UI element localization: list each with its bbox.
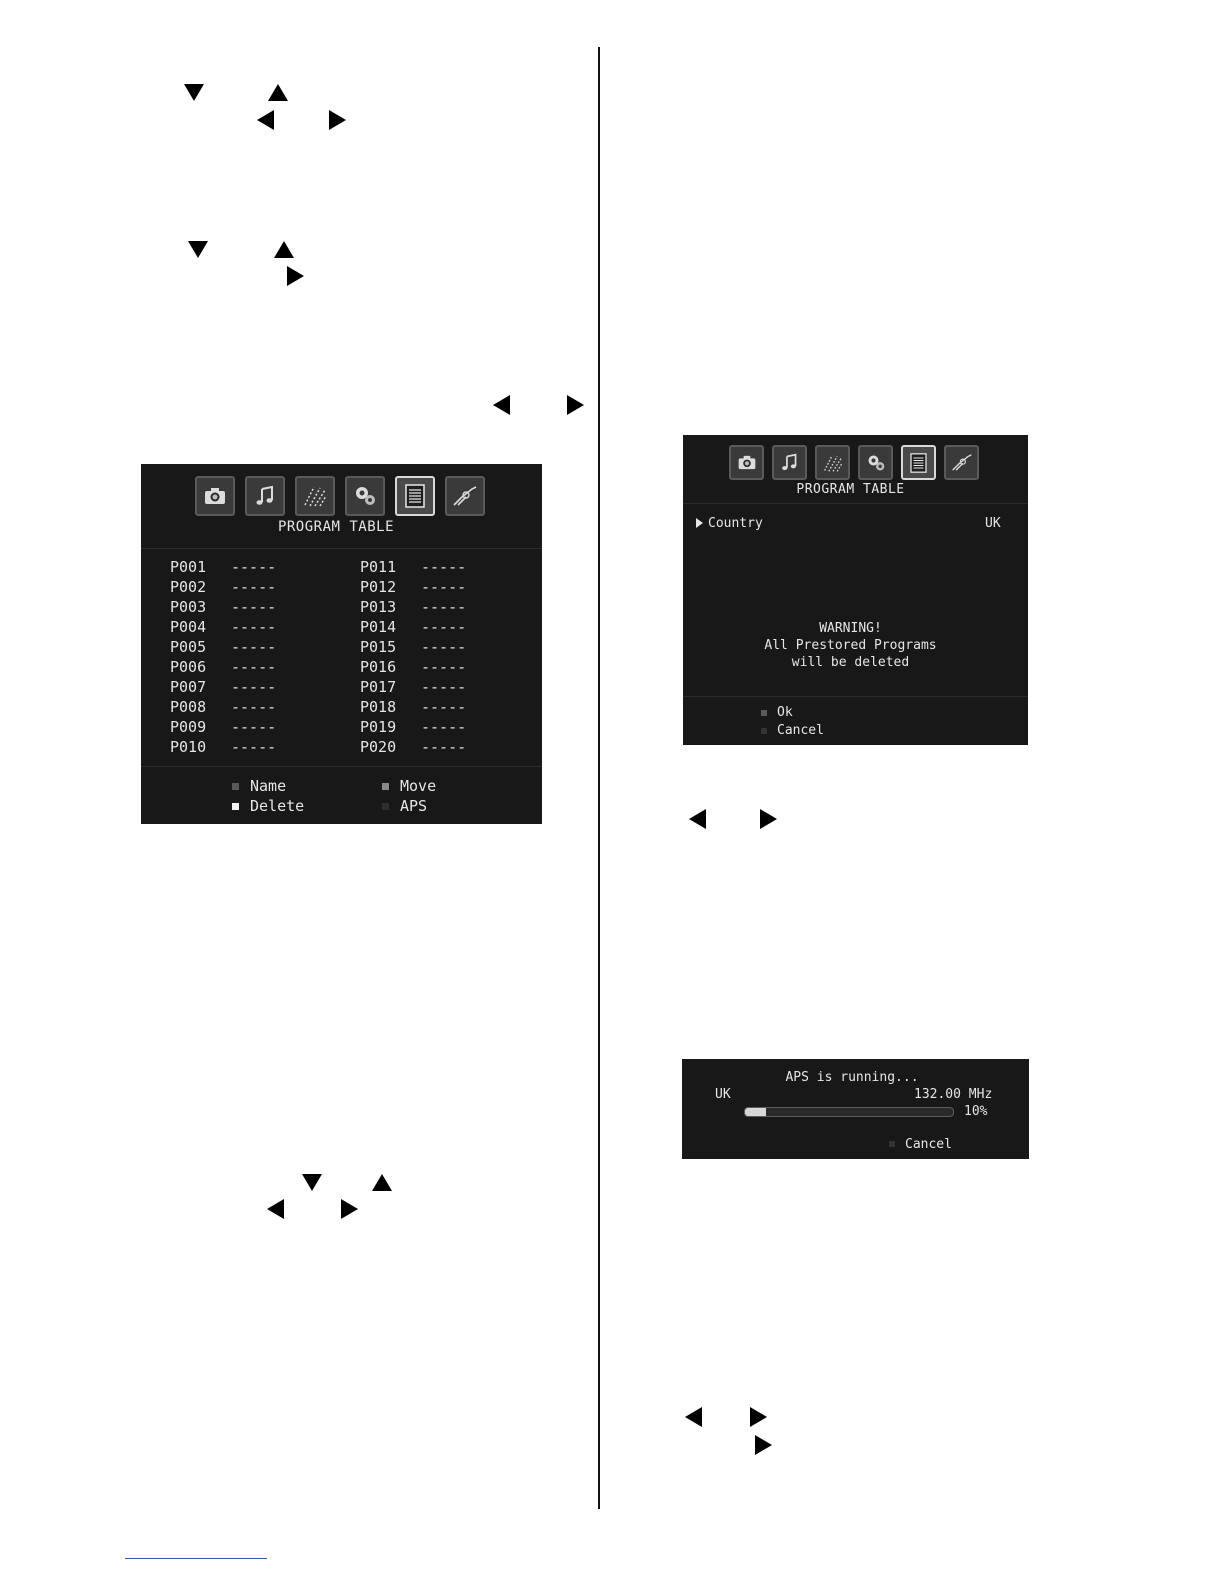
- divider: [683, 696, 1028, 697]
- program-number: P020: [360, 738, 397, 756]
- left-arrow-icon: [267, 1199, 284, 1219]
- program-number: P008: [170, 698, 207, 716]
- key-dot-cancel: [761, 728, 767, 734]
- legend-name-label: Name: [250, 777, 287, 795]
- divider: [683, 503, 1028, 504]
- program-name: -----: [421, 678, 467, 696]
- program-name: -----: [421, 638, 467, 656]
- picture-icon[interactable]: [195, 476, 235, 516]
- program-name: -----: [231, 698, 277, 716]
- menu-icon-row: [195, 476, 485, 516]
- sound-icon[interactable]: [245, 476, 285, 516]
- source-icon[interactable]: [944, 445, 979, 480]
- program-number: P013: [360, 598, 397, 616]
- aps-running-screen: [682, 1059, 1029, 1159]
- selection-arrow-icon: [696, 518, 703, 528]
- picture-icon[interactable]: [729, 445, 764, 480]
- program-number: P017: [360, 678, 397, 696]
- program-name: -----: [421, 738, 467, 756]
- program-number: P001: [170, 558, 207, 576]
- program-number: P004: [170, 618, 207, 636]
- features-icon[interactable]: [815, 445, 850, 480]
- program-number: P005: [170, 638, 207, 656]
- up-arrow-icon: [274, 241, 294, 258]
- key-dot-delete: [232, 803, 239, 810]
- column-divider: [598, 47, 600, 1509]
- ok-label: Ok: [777, 705, 793, 720]
- program-name: -----: [231, 718, 277, 736]
- key-dot-cancel: [889, 1141, 895, 1147]
- aps-progress-fill: [745, 1108, 766, 1116]
- aps-frequency: 132.00 MHz: [914, 1087, 993, 1102]
- warning-line: All Prestored Programs: [764, 638, 937, 653]
- program-number: P012: [360, 578, 397, 596]
- program-name: -----: [421, 658, 467, 676]
- cancel-label: Cancel: [905, 1137, 952, 1152]
- aps-progress-text: 10%: [964, 1104, 988, 1119]
- program-number: P011: [360, 558, 397, 576]
- program-name: -----: [231, 638, 277, 656]
- country-label: Country: [708, 516, 763, 531]
- program-number: P018: [360, 698, 397, 716]
- program-name: -----: [231, 558, 277, 576]
- screen-title: PROGRAM TABLE: [796, 482, 905, 497]
- program-name: -----: [231, 738, 277, 756]
- right-arrow-icon: [750, 1407, 767, 1427]
- left-arrow-icon: [689, 809, 706, 829]
- key-dot-move: [382, 783, 389, 790]
- right-arrow-icon: [755, 1435, 772, 1455]
- program-name: -----: [421, 598, 467, 616]
- program-number: P010: [170, 738, 207, 756]
- warning-title: WARNING!: [819, 621, 882, 636]
- left-arrow-icon: [493, 395, 510, 415]
- program-number: P006: [170, 658, 207, 676]
- warning-message: [683, 620, 1018, 671]
- up-arrow-icon: [268, 84, 288, 101]
- install-icon[interactable]: [345, 476, 385, 516]
- left-arrow-icon: [685, 1407, 702, 1427]
- screen-title: PROGRAM TABLE: [277, 519, 395, 535]
- program-number: P014: [360, 618, 397, 636]
- footer-rule: [125, 1558, 267, 1559]
- program-number: P016: [360, 658, 397, 676]
- legend-aps-label: APS: [400, 797, 428, 815]
- sound-icon[interactable]: [772, 445, 807, 480]
- program-name: -----: [421, 718, 467, 736]
- down-arrow-icon: [184, 84, 204, 101]
- right-arrow-icon: [760, 809, 777, 829]
- legend-delete-label: Delete: [250, 797, 305, 815]
- program-name: -----: [421, 698, 467, 716]
- program-number: P003: [170, 598, 207, 616]
- key-dot-name: [232, 783, 239, 790]
- key-dot-aps: [382, 803, 389, 810]
- down-arrow-icon: [302, 1174, 322, 1191]
- divider: [141, 548, 542, 549]
- right-arrow-icon: [341, 1199, 358, 1219]
- program-table-icon[interactable]: [901, 445, 936, 480]
- aps-country: UK: [715, 1087, 731, 1102]
- program-number: P007: [170, 678, 207, 696]
- program-number: P009: [170, 718, 207, 736]
- program-name: -----: [231, 578, 277, 596]
- down-arrow-icon: [188, 241, 208, 258]
- menu-icon-row: [729, 445, 979, 480]
- program-name: -----: [421, 578, 467, 596]
- program-number: P002: [170, 578, 207, 596]
- features-icon[interactable]: [295, 476, 335, 516]
- aps-warning-screen: [683, 435, 1028, 745]
- up-arrow-icon: [372, 1174, 392, 1191]
- legend-move-label: Move: [400, 777, 437, 795]
- program-number: P019: [360, 718, 397, 736]
- left-arrow-icon: [257, 110, 274, 130]
- right-arrow-icon: [287, 266, 304, 286]
- divider: [141, 766, 542, 767]
- program-name: -----: [231, 658, 277, 676]
- aps-progress-bar: [744, 1107, 954, 1117]
- program-name: -----: [421, 558, 467, 576]
- program-number: P015: [360, 638, 397, 656]
- aps-status-text: APS is running...: [785, 1070, 919, 1085]
- country-value[interactable]: UK: [985, 516, 1001, 531]
- program-name: -----: [421, 618, 467, 636]
- program-table-icon[interactable]: [395, 476, 435, 516]
- warning-line: will be deleted: [791, 655, 910, 670]
- right-arrow-icon: [567, 395, 584, 415]
- program-name: -----: [231, 618, 277, 636]
- program-name: -----: [231, 678, 277, 696]
- program-name: -----: [231, 598, 277, 616]
- key-dot-ok: [761, 710, 767, 716]
- cancel-label: Cancel: [777, 723, 824, 738]
- program-table-screen: [141, 464, 542, 824]
- install-icon[interactable]: [858, 445, 893, 480]
- source-icon[interactable]: [445, 476, 485, 516]
- right-arrow-icon: [329, 110, 346, 130]
